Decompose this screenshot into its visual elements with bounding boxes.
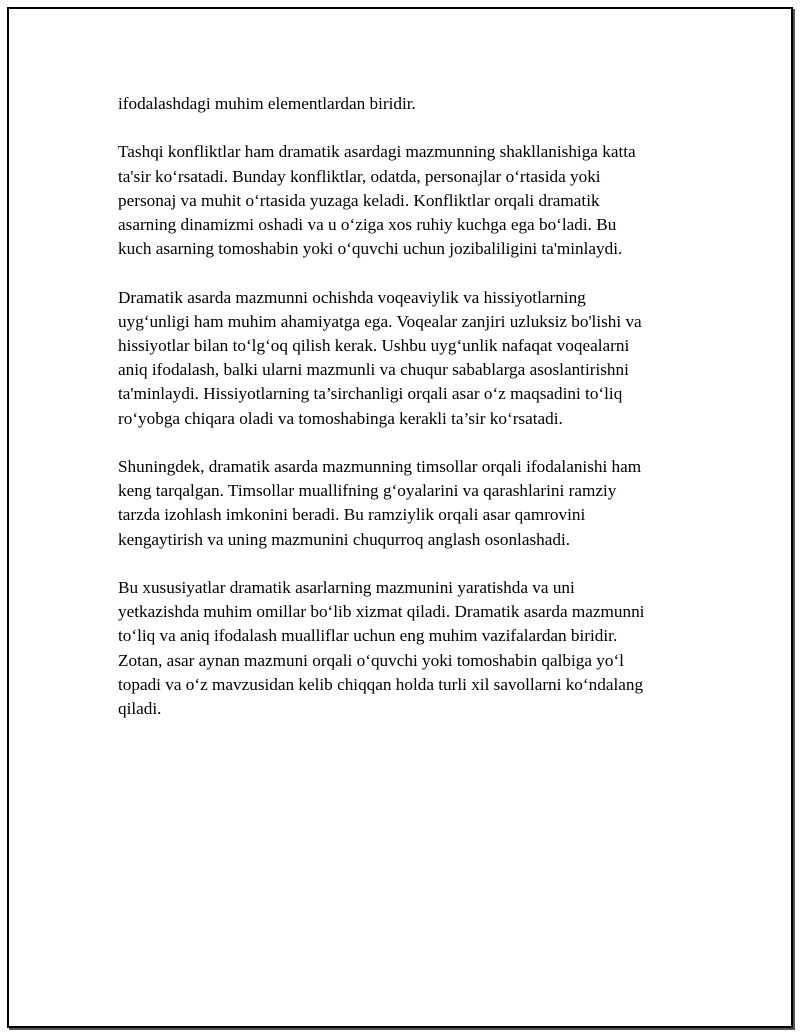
text-line: Tashqi konfliktlar ham dramatik asardagi mazmunning shakllanishiga katta [118, 142, 636, 162]
text-line: tarzda izohlash imkonini beradi. Bu ramziylik orqali asar qamrovini [118, 505, 586, 525]
paragraph-4 [118, 455, 698, 552]
text-line: Zotan, asar aynan mazmuni orqali o‘quvchi yoki tomoshabin qalbiga yo‘l [118, 650, 624, 670]
text-line: uyg‘unligi ham muhim ahamiyatga ega. Voqealar zanjiri uzluksiz bo'lishi va [118, 311, 642, 331]
text-line: aniq ifodalash, balki ularni mazmunli va chuqur sabablarga asoslantirishni [118, 360, 629, 380]
text-line: qiladi. [118, 699, 162, 719]
paragraph-3 [118, 286, 698, 431]
text-line: ta'sir ko‘rsatadi. Bunday konfliktlar, odatda, personajlar o‘rtasida yoki [118, 166, 601, 186]
paragraph-2 [118, 140, 698, 261]
text-line: topadi va o‘z mavzusidan kelib chiqqan holda turli xil savollarni ko‘ndalang [118, 674, 644, 694]
text-line: ro‘yobga chiqara oladi va tomoshabinga kerakli ta’sir ko‘rsatadi. [118, 408, 563, 428]
text-line: asarning dinamizmi oshadi va u o‘ziga xos ruhiy kuchga ega bo‘ladi. Bu [118, 215, 617, 234]
paragraph-1 [118, 92, 698, 116]
text-line: kengaytirish va uning mazmunini chuqurroq anglash osonlashadi. [118, 529, 571, 549]
text-line: keng tarqalgan. Timsollar muallifning g‘oyalarini va qarashlarini ramziy [118, 481, 617, 501]
text-line: Dramatik asarda mazmunni ochishda voqeaviylik va hissiyotlarning [118, 287, 586, 307]
text-line: yetkazishda muhim omillar bo‘lib xizmat qiladi. Dramatik asarda mazmunni [118, 602, 645, 622]
text-line: Shuningdek, dramatik asarda mazmunning timsollar orqali ifodalanishi ham [118, 457, 642, 476]
text-line: kuch asarning tomoshabin yoki o‘quvchi uchun jozibaliligini ta'minlaydi. [118, 239, 623, 259]
text-line: to‘liq va aniq ifodalash mualliflar uchun eng muhim vazifalardan biridir. [118, 626, 618, 646]
text-line: ta'minlaydi. Hissiyotlarning ta’sirchanligi orqali asar o‘z maqsadini to‘liq [118, 384, 623, 404]
paragraph-5 [118, 576, 698, 721]
text-line: Bu xususiyatlar dramatik asarlarning mazmunini yaratishda va uni [118, 578, 575, 597]
text-line: hissiyotlar bilan to‘lg‘oq qilish kerak. Ushbu uyg‘unlik nafaqat voqealarni [118, 336, 630, 355]
document-body [118, 92, 698, 745]
text-line: personaj va muhit o‘rtasida yuzaga keladi. Konfliktlar orqali dramatik [118, 190, 600, 210]
text-line: ifodalashdagi muhim elementlardan biridir. [118, 94, 416, 113]
